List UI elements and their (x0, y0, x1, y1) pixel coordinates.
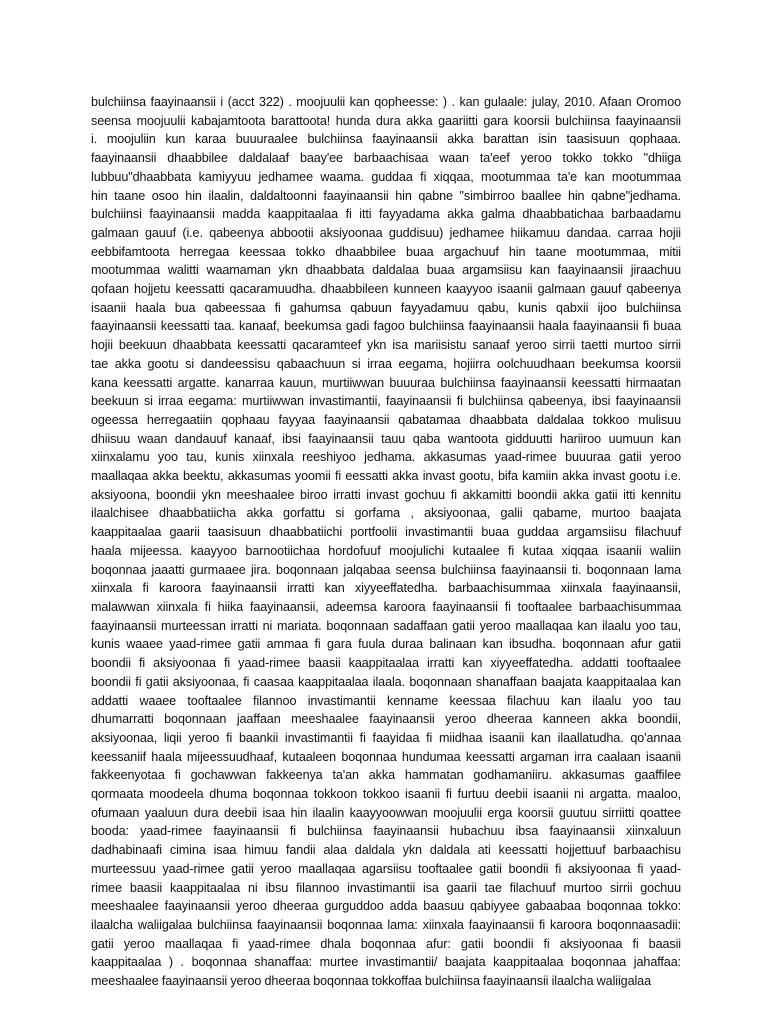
text-line: boqonnaa jaaatti gurmaaee jira. boqonnaan jalqabaa seensa bulchiinsa faayinaansii ti. boqonnaan lama (91, 562, 681, 577)
text-line: kunis waaee yaad-rimee gatii ammaa fi gara fuula duraa balinaan kan ibsudha. boqonnaan afur gatii (91, 637, 681, 652)
text-line: bulchiinsa faayinaansii i (acct 322) . moojuulii kan qopheesse: ) . kan gulaale: julay, 2010. Afaan Oromoo (91, 95, 681, 109)
text-line: isaanii haala bua qabeessaa fi gahumsa qabuun fayyadamuu qabu, kunis qabxii ijoo bulchiinsa (91, 300, 681, 315)
text-line: addatti waaee tooftaalee filannoo invastimantii kenname keessaa filachuu kan ilaalu yoo tau (91, 693, 681, 708)
text-line: dhumarratti boqonnaan jaaffaan meeshaalee faayinaansii yeroo dheeraa kanneen akka boondii, (91, 712, 681, 727)
text-line: haala mijeessa. kaayyoo barnootiichaa hordofuuf moojulichi kutaalee fi kutaa xiqqaa isaanii waliin (91, 543, 681, 558)
text-line: faayinaansii keessatti taa. kanaaf, beekumsa gadi fagoo bulchiinsa faayinaansii haala faayinaansii fi buaa (91, 319, 681, 334)
text-line: booda: yaad-rimee faayinaansii fi bulchiinsa faayinaansii hubachuu ibsa faayinaansii xiinxaluun (91, 824, 681, 839)
text-line: ilaalchisee dhaabbatiicha akka gorfattu si gorfama , aksiyoonaa, galii qabame, murtoo baajata (91, 506, 681, 521)
text-line: gatii yeroo maallaqaa fi yaad-rimee dhala boqonnaa afur: gatii boondii fi aksiyoonaa fi baasii (91, 936, 681, 951)
text-line: ilaalcha waliigalaa bulchiinsa faayinaansii boqonnaa lama: xiinxala faayinaansii fi karoora boqonnaasadii: (91, 917, 681, 932)
text-line: ogeessa herregaatiin qophaau fayyaa faayinaansii qabatamaa dhaabbata daldalaa tokkoo mulisuu (91, 412, 681, 427)
text-line: beekuun si irraa eegama: murtiiwwan invastimantii, faayinaansii fi bulchiinsa qabeenya, ibsi faayinaansii (91, 394, 681, 409)
text-line: boondii fi gatii aksiyoonaa, fi caasaa kaappitaalaa ilaala. boqonnaan shanaffaan baajata kaappitaalaa kan (91, 674, 681, 689)
text-line: mootummaa walitti waamaman ykn dhaabbata daldalaa buaa argamsiisu kan faayinaansii jiraachuu (91, 263, 681, 278)
text-line: kaappitaalaa gaarii taasisuun dhaabbatiichi portfoolii invastimantii buaa guddaa argamsiisu filachuuf (91, 525, 681, 540)
text-line: seensa moojuulii kabajamtoota barattoota! hunda dura akka gaariitti gara koorsii bulchiinsa faayinaansii (91, 113, 681, 128)
text-line: aksiyoona, boondii ykn meeshaalee biroo irratti invast gochuu fi akkamitti boondii akka gatii itti kennitu (91, 487, 681, 502)
text-line: lubbuu"dhaabbata kamiyyuu jedhamee waama. guddaa fi xiqqaa, mootummaa ta'e kan mootummaa (91, 169, 681, 184)
text-line: ofumaan yaaluun dura deebii isaa hin ilaalin kaayyoowwan moojuulii erga koorsii guutuu sirriitti qoattee (91, 805, 681, 820)
text-line: qofaan hojjetu keessatti qacaramuudha. dhaabbileen kunneen kaayyoo isaanii galmaan gauuf qabeenya (91, 282, 681, 297)
text-line: malawwan xiinxala fi hiika faayinaansii, adeemsa karoora faayinaansii fi tooftaalee barbaachisummaa (91, 599, 681, 614)
text-line: xiinxala fi karoora faayinaansii irratti kan xiyyeeffatedha. barbaachisummaa xiinxala faayinaansii, (91, 581, 681, 596)
text-line: kana keessatti argatte. kanarraa kauun, murtiiwwan buuuraa bulchiinsa faayinaansii keessatti hirmaatan (91, 375, 681, 390)
text-line: rimee baasii kaappitaalaa ni ibsu filannoo invastimantii isa gaarii tae filachuuf murtoo sirrii gochuu (91, 880, 681, 895)
text-line: fakkeenyotaa fi gochawwan fakkeenya ta'an akka hammatan godhamaniiru. akkasumas gaaffilee (91, 768, 681, 783)
text-line: i. moojuliin kun karaa buuuraalee bulchiinsa faayinaansii akka barattan isin taasisuun qophaaa. (91, 132, 681, 147)
text-line: hin taane osoo hin ilaalin, daldaltoonni faayinaansii hin qabne "simbirroo baallee hin qabne"jedhama. (91, 188, 681, 203)
text-line: eebbifamtoota herregaa keessaa tokko dhaabbilee buaa argachuuf hin taane mootummaa, mitii (91, 244, 681, 259)
text-line: kaappitaalaa ) . boqonnaa shanaffaa: murtee invastimantii/ baajata kaappitaalaa boqonnaa jahaffaa: (91, 955, 681, 970)
text-line: faayinaansii dhaabbilee daldalaaf baay'ee barbaachisaa waan ta'eef yeroo tokko tokko "dhiiga (91, 151, 681, 166)
text-line: bulchiinsi faayinaansii madda kaappitaalaa fi itti fayyadama akka galma dhaabbatichaa barbaadamu (91, 207, 681, 222)
text-line: galmaan gauuf (i.e. qabeenya abbootii aksiyoonaa guddisuu) jedhamee hiikamuu dandaa. carraa hojii (91, 225, 681, 240)
text-line: aksiyoonaa, liqii yeroo fi baankii invastimantii fi faayidaa fi miidhaa isaanii kan ilaallatudha. qo'annaa (91, 730, 681, 745)
text-line: dadhabinaafi cimina isaa himuu fandii alaa daldala ykn daldala ati keessatti hojjettuuf barbaachisu (91, 843, 681, 858)
text-line: meeshaalee faayinaansii yeroo dheeraa boqonnaa tokkoffaa bulchiinsa faayinaansii ilaalcha waliigalaa (91, 974, 651, 989)
text-line: hojii beekuun dhaabbata keessatti qacaramteef ykn isa mariisistu sanaaf yeroo sirrii taetti murtoo sirrii (91, 338, 681, 353)
text-line: xiinxalamu yoo tau, kunis xiinxala reeshiyoo jedhama. akkasumas yaad-rimee buuuraa gatii yeroo (91, 450, 681, 465)
text-line: murteessuu yaad-rimee gatii yeroo maallaqaa agarsiisu tooftaalee gatii boondii fi aksiyoonaa fi yaad- (91, 861, 681, 876)
body-text (91, 93, 681, 991)
text-line: boondii fi aksiyoonaa fi yaad-rimee baasii kaappitaalaa irratti kan xiyyeeffatedha. addatti tooftaalee (91, 656, 681, 671)
text-line: tae akka gootu si dandeessisu qabaachuun si irraa eegama, hojiirra oolchuudhaan beekumsa koorsii (91, 356, 681, 371)
text-line: qormaata moodeela dhuma boqonnaa tokkoon tokkoo isaanii fi furtuu deebii isaanii ni argatta. maaloo, (91, 787, 681, 802)
text-line: meeshaalee faayinaansii yeroo dheeraa gurguddoo adda baasuu qabiyyee gabaabaa boqonnaa tokko: (91, 899, 681, 914)
text-line: maallaqaa akka beektu, akkasumas yoomii fi eessatti akka invast gootu, bifa kamiin akka invast gootu i.e. (91, 469, 681, 484)
text-line: faayinaansii murteessan irratti ni mariata. boqonnaan sadaffaan gatii yeroo maallaqaa kan ilaalu yoo tau, (91, 618, 681, 633)
text-line: keessaniif haala mijeessuudhaaf, kutaaleen boqonnaa hundumaa keessatti argaman irra caalaan isaanii (91, 749, 681, 764)
text-line: dhiisuu waan dandauuf kanaaf, ibsi faayinaansii tauu qaba wantoota gidduutti hariiroo uumuun kan (91, 431, 681, 446)
